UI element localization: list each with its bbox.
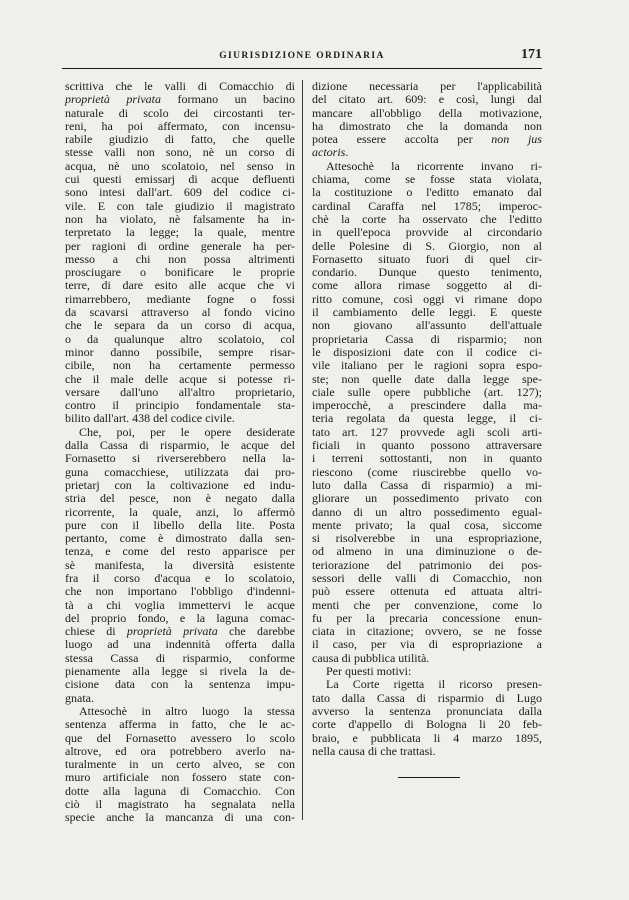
text-line: cisione data con la sentenza impu-: [65, 677, 295, 692]
column-divider: [302, 80, 303, 820]
text-line: gliorare un possedimento privato con: [312, 491, 542, 506]
left-column: [65, 80, 295, 825]
text-line: tà a chi voglia immettervi le acque: [65, 597, 295, 612]
text-line: braio, e pubblicata li 4 marzo 1895,: [312, 730, 542, 745]
text-line: prosciugare o bonificare le proprie: [65, 265, 295, 280]
header-rule: [62, 68, 542, 69]
text-line: dotte alla laguna di Comacchio. Con: [65, 783, 295, 798]
right-column: [312, 80, 542, 758]
text-line: ricorrente, la quale, anzi, lo affermò: [65, 504, 295, 519]
text-line: Per questi motivi:: [326, 664, 412, 679]
text-line: può essere ottenuta ed attuata altri-: [312, 584, 542, 599]
text-line: pertanto, come è dimostrato dalla sen-: [65, 531, 295, 546]
text-line: specie anche la mancanza di una con-: [65, 810, 295, 825]
text-line: menti che per convenzione, come lo: [312, 597, 542, 612]
text-line: stesse valli non sono, nè un corso di: [65, 145, 295, 160]
text-line: mente privato; la qual cosa, siccome: [312, 517, 542, 532]
text-line: tato dalla Cassa di risparmio di Lugo: [312, 690, 542, 705]
text-line: terre, di dare esito alle acque che vi: [65, 278, 295, 293]
text-line: luto dalla Cassa di risparmio) a mi-: [312, 477, 542, 492]
text-line: acqua, nè uno scolatoio, nel senso in: [65, 158, 295, 173]
text-line: come allora rimase soggetto al di-: [312, 278, 542, 293]
text-line: prietarj con la coltivazione ed indu-: [65, 477, 295, 492]
text-line: terpretato la legge; la quale, mentre: [65, 225, 295, 240]
text-line: sè manifesta, la diversità esistente: [65, 557, 295, 572]
text-line: que del Fornasetto avessero lo scolo: [65, 730, 295, 745]
text-line: pure con il libello della lite. Posta: [65, 517, 295, 532]
text-line: riescono (come riuscirebbe quello vo-: [312, 464, 542, 479]
text-line: reni, ha poi affermato, con incensu-: [65, 118, 295, 133]
text-line: Fornasetto situato fuori di quel cir-: [312, 251, 542, 266]
text-line: ste; non quelle date dalla legge spe-: [312, 371, 542, 386]
text-line: bilito dall'art. 438 del codice civile.: [65, 411, 235, 426]
text-line: od almeno in una diminuzione o de-: [312, 544, 542, 559]
text-line: Fornasetto si riverserebbero nella la-: [65, 451, 295, 466]
text-line: dizione necessaria per l'applicabilità: [312, 79, 542, 93]
text-line: da scavarsi attraverso al fondo vicino: [65, 305, 295, 320]
text-line: danno di un altro possedimento egual-: [312, 504, 542, 519]
text-line: guna comacchiese, utilizzata dai pro-: [65, 464, 295, 479]
text-line: messo a chi non possa altrimenti: [65, 251, 295, 266]
text-line: rabile giudizio di fatto, che quelle: [65, 132, 295, 147]
text-line: potea essere accolta per non jus: [312, 132, 542, 147]
text-line: fu per la precaria concessione enun-: [312, 610, 542, 625]
text-line: versare dall'uno all'altro proprietario,: [65, 384, 295, 399]
text-line: la costituzione o l'editto emanato dal: [312, 185, 542, 200]
text-line: cardinal Caraffa nel 1785; imperoc-: [312, 198, 542, 213]
text-line: proprietà privata formano un bacino: [65, 92, 296, 107]
text-line: sessori delle valli di Comacchio, non: [312, 570, 542, 585]
text-line: vile italiano per le ragioni sopra espo-: [312, 358, 542, 373]
text-line: ritto comune, così oggi vi rimane dopo: [312, 291, 542, 306]
text-line: imperocchè, a prescindere dalla ma-: [312, 398, 542, 413]
text-line: sono intesi dall'art. 609 del codice ci-: [65, 185, 295, 200]
text-line: ha dimostrato che la domanda non: [312, 118, 542, 133]
text-line: il cambiamento delle leggi. E queste: [312, 305, 542, 320]
text-line: che non importano l'obbligo d'indenni-: [65, 584, 295, 599]
text-line: rimarrebbero, mediante fogne o fossi: [65, 291, 295, 306]
text-line: tenza, e come del resto apparisce per: [65, 544, 295, 559]
text-line: actoris.: [312, 145, 349, 160]
text-line: chè la corte ha osservato che l'editto: [312, 211, 542, 226]
text-line: pienamente alla legge si rivela la de-: [65, 664, 295, 679]
page-header: [62, 47, 542, 67]
text-line: condario. Dunque questo tenimento,: [312, 265, 542, 280]
text-line: ciale sulle opere pubbliche (art. 127);: [312, 384, 542, 399]
text-line: stessa Cassa di risparmio, conforme: [65, 650, 295, 665]
text-line: in quell'epoca provvide al circondario: [312, 225, 542, 240]
text-line: cibile, non ha certamente permesso: [65, 358, 295, 373]
text-line: vile. E con tale giudizio il magistrato: [65, 198, 295, 213]
text-line: avverso la sentenza pronunciata dalla: [312, 703, 542, 718]
text-line: teriorazione del patrimonio dei pos-: [312, 557, 542, 572]
running-title: GIURISDIZIONE ORDINARIA: [219, 51, 385, 61]
text-line: proprietaria Cassa di risparmio; non: [312, 331, 542, 346]
text-line: che le separa da un corso di acqua,: [65, 318, 295, 333]
text-line: altrove, ed ora potrebbero averlo na-: [65, 743, 295, 758]
text-line: Che, poi, per le opere desiderate: [79, 424, 295, 439]
text-line: ciò il magistrato ha segnalata nella: [65, 797, 295, 812]
text-line: corte d'appello di Bologna li 20 feb-: [312, 717, 542, 732]
text-line: per ragioni di ordine generale ha per-: [65, 238, 295, 253]
text-line: naturale di scolo dei circostanti ter-: [65, 105, 295, 120]
text-line: ficiali in quanto possono attraversare: [312, 438, 542, 453]
text-line: o da qualunque altro scolatoio, col: [65, 331, 295, 346]
text-line: Attesochè la ricorrente invano ri-: [326, 158, 542, 173]
end-rule: [398, 777, 460, 778]
text-line: del citato art. 609: e così, lungi dal: [312, 92, 542, 107]
text-line: stria del pesce, non è negato dalla: [65, 491, 295, 506]
text-line: fra il corso d'acqua e lo scolatoio,: [65, 570, 295, 585]
text-line: Attesochè in altro luogo la stessa: [79, 703, 295, 718]
text-line: ciata in citazione; ovvero, se ne fosse: [312, 624, 542, 639]
text-line: luogo ad una indennità offerta dalla: [65, 637, 295, 652]
text-line: non giovano all'assunto dell'attuale: [312, 318, 542, 333]
text-line: si risolverebbe in una espropriazione,: [312, 531, 542, 546]
text-line: La Corte rigetta il ricorso presen-: [326, 677, 542, 692]
text-line: il caso, per via di espropriazione a: [312, 637, 542, 652]
text-line: chiese di proprietà privata che darebbe: [65, 624, 295, 639]
text-line: cui questi emissarj di acque defluenti: [65, 172, 295, 187]
text-line: contro il principio fondamentale sta-: [65, 398, 295, 413]
text-line: le disposizioni date con il codice ci-: [312, 344, 542, 359]
page-number: 171: [521, 47, 542, 62]
text-line: mancare all'obbligo della motivazione,: [312, 105, 542, 120]
text-line: tato art. 127 provvede agli scoli arti-: [312, 424, 542, 439]
text-line: minor danno possibile, sempre risar-: [65, 344, 295, 359]
text-line: gnata.: [65, 690, 94, 705]
text-line: teria regolata da questa legge, il ci-: [312, 411, 542, 426]
text-line: scrittiva che le valli di Comacchio di: [65, 79, 295, 93]
text-line: del proprio fondo, e la laguna comac-: [65, 610, 295, 625]
text-line: delle Polesine di S. Giorgio, non al: [312, 238, 542, 253]
text-line: causa di pubblica utilità.: [312, 650, 430, 665]
text-line: i terreni sottostanti, non in quanto: [312, 451, 542, 466]
text-line: turalmente in un certo alveo, se con: [65, 757, 295, 772]
text-line: nella causa di che trattasi.: [312, 743, 436, 758]
text-line: non ha violato, nè falsamente ha in-: [65, 211, 295, 226]
text-line: sentenza afferma in fatto, che le ac-: [65, 717, 295, 732]
text-line: muro artificiale non fossero state con-: [65, 770, 295, 785]
text-line: dalla Cassa di risparmio, le acque del: [65, 438, 295, 453]
text-line: che il male delle acque si potesse ri-: [65, 371, 295, 386]
text-line: chiama, come se fosse stata violata,: [312, 172, 542, 187]
